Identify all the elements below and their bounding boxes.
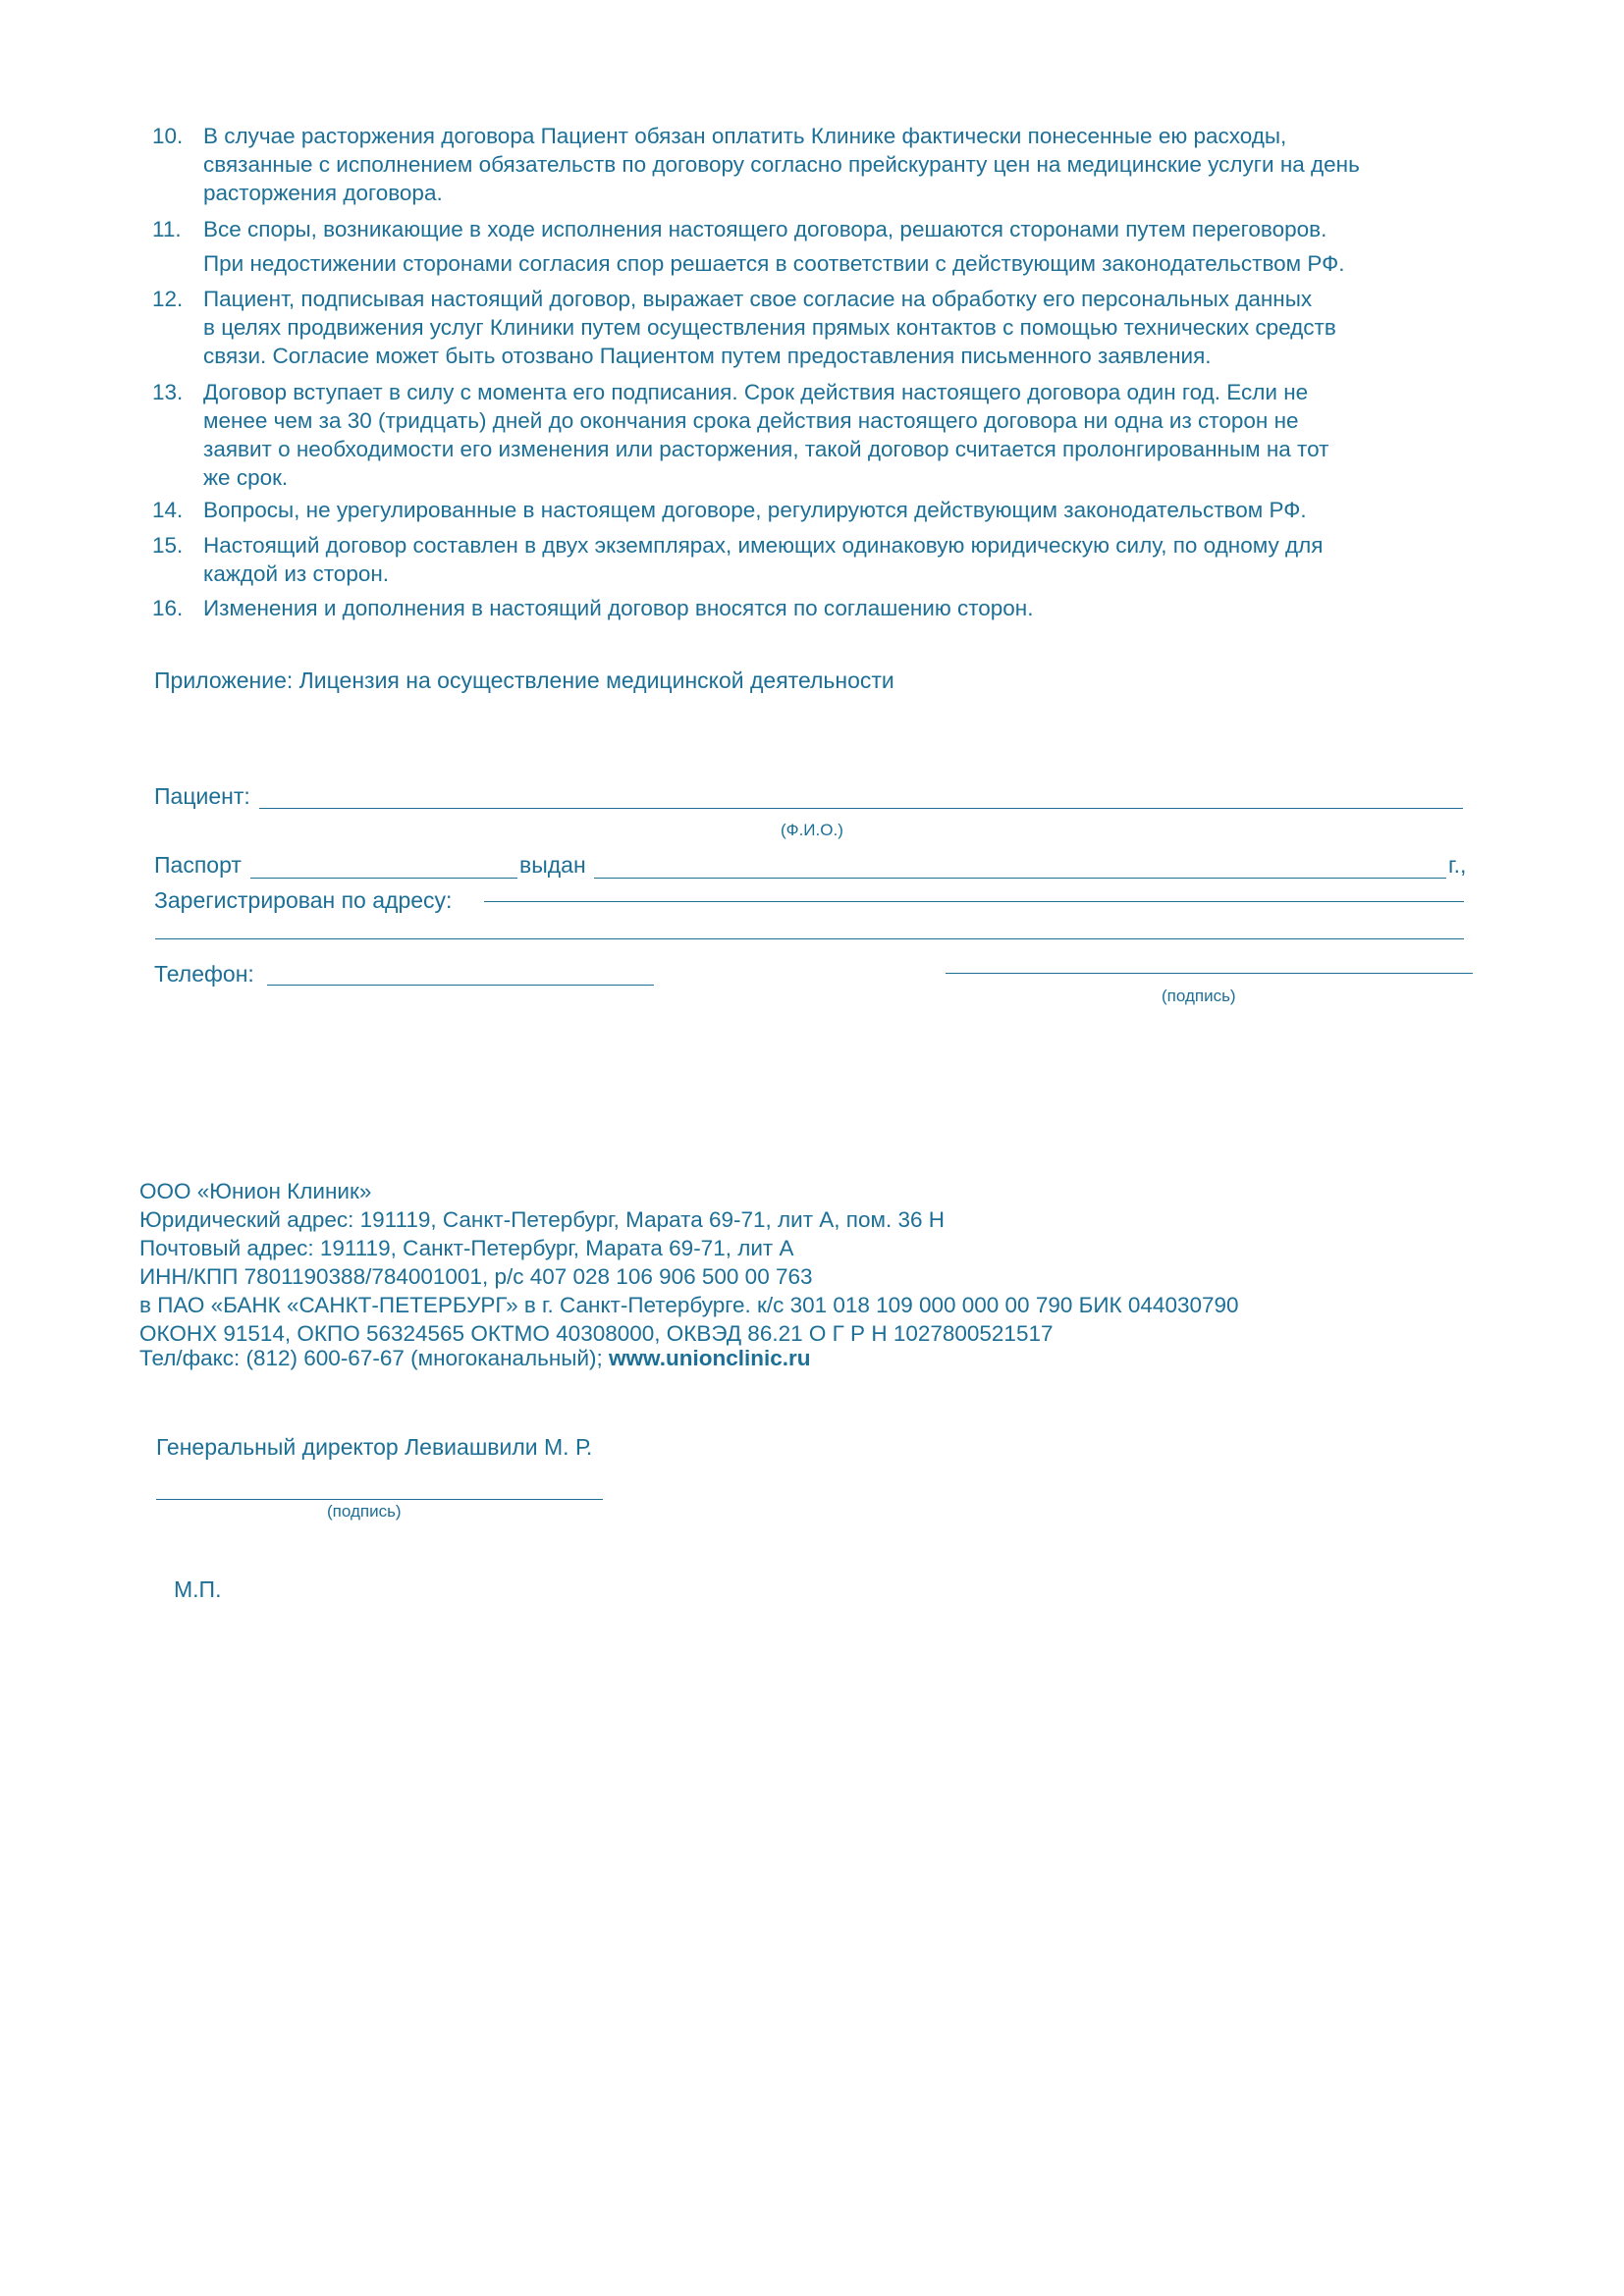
inn-kpp: ИНН/КПП 7801190388/784001001, р/с 407 028 106 906 500 00 763 [139,1264,813,1289]
passport-number-field[interactable] [250,878,517,879]
clause-13 [152,378,1328,492]
contacts-line [139,1344,810,1372]
clause-line: связи. Согласие может быть отозвано Пациентом путем предоставления письменного заявления. [203,344,1212,368]
clause-number: 11. [152,217,182,241]
patient-signature-caption: (подпись) [1162,987,1236,1005]
stamp-place-label: М.П. [174,1576,222,1602]
clause-line: заявит о необходимости его изменения или расторжения, такой договор считается пролонгированным на тот [203,437,1329,461]
clause-line: же срок. [203,465,289,490]
clause-line: каждой из сторон. [203,561,390,586]
phone-fax: Тел/факс: (812) 600-67-67 (многоканальный); [139,1346,610,1370]
passport-issued-field[interactable] [594,878,1446,879]
clause-line: Все споры, возникающие в ходе исполнения настоящего договора, решаются сторонами путем переговоров. [203,217,1327,241]
clause-number: 12. [152,287,184,311]
clause-line: менее чем за 30 (тридцать) дней до окончания срока действия настоящего договора ни одна из сторон не [203,408,1299,433]
clause-number: 13. [152,380,184,404]
clause-number: 15. [152,533,184,558]
clause-line: Вопросы, не урегулированные в настоящем договоре, регулируются действующим законодательством РФ. [203,498,1307,522]
address-field-line-1[interactable] [484,901,1464,902]
clause-line: Пациент, подписывая настоящий договор, выражает свое согласие на обработку его персональных данных [203,287,1313,311]
clause-16 [152,594,1033,622]
patient-label: Пациент: [154,783,250,809]
address-label: Зарегистрирован по адресу: [154,887,453,913]
appendix-note: Приложение: Лицензия на осуществление медицинской деятельности [154,667,894,693]
director-title: Генеральный директор Левиашвили М. Р. [156,1434,593,1460]
clause-12 [152,285,1336,370]
fio-caption: (Ф.И.О.) [781,821,843,839]
clause-15 [152,531,1323,588]
clause-line: связанные с исполнением обязательств по договору согласно прейскуранту цен на медицинские услуги на день [203,152,1360,177]
director-signature-caption: (подпись) [327,1502,402,1521]
postal-address: Почтовый адрес: 191119, Санкт-Петербург, Марата 69-71, лит А [139,1236,794,1260]
phone-field[interactable] [267,985,654,986]
clause-line: расторжения договора. [203,181,443,205]
clause-line: в целях продвижения услуг Клиники путем осуществления прямых контактов с помощью технических средств [203,315,1336,340]
registration-codes: ОКОНХ 91514, ОКПО 56324565 ОКТМО 40308000, ОКВЭД 86.21 О Г Р Н 1027800521517 [139,1321,1054,1346]
clause-number: 16. [152,596,184,620]
clause-14 [152,496,1307,524]
patient-signature-field[interactable] [946,973,1473,974]
director-signature-field[interactable] [156,1499,603,1500]
website-link[interactable]: www.unionclinic.ru [609,1346,811,1370]
clause-number: 10. [152,124,184,148]
legal-address: Юридический адрес: 191119, Санкт-Петербург, Марата 69-71, лит А, пом. 36 Н [139,1207,945,1232]
clause-line: При недостижении сторонами согласия спор решается в соответствии с действующим законодательством РФ. [203,251,1345,276]
phone-label: Телефон: [154,961,254,987]
clause-line: В случае расторжения договора Пациент обязан оплатить Клинике фактически понесенные ею расходы, [203,124,1287,148]
passport-label: Паспорт [154,852,242,878]
clause-line: Договор вступает в силу с момента его подписания. Срок действия настоящего договора один год. Если не [203,380,1309,404]
clause-line: Изменения и дополнения в настоящий договор вносятся по соглашению сторон. [203,596,1034,620]
year-suffix: г., [1448,852,1467,878]
clause-11 [152,215,1345,278]
clause-number: 14. [152,498,184,522]
company-name: ООО «Юнион Клиник» [139,1179,372,1203]
issued-label: выдан [519,852,586,878]
patient-name-field[interactable] [259,808,1463,809]
bank-details: в ПАО «БАНК «САНКТ-ПЕТЕРБУРГ» в г. Санкт-Петербурге. к/с 301 018 109 000 000 00 790 БИК 044030790 [139,1293,1239,1317]
clause-line: Настоящий договор составлен в двух экземплярах, имеющих одинаковую юридическую силу, по одному для [203,533,1324,558]
address-field-line-2[interactable] [155,938,1464,939]
clause-10 [152,122,1360,207]
